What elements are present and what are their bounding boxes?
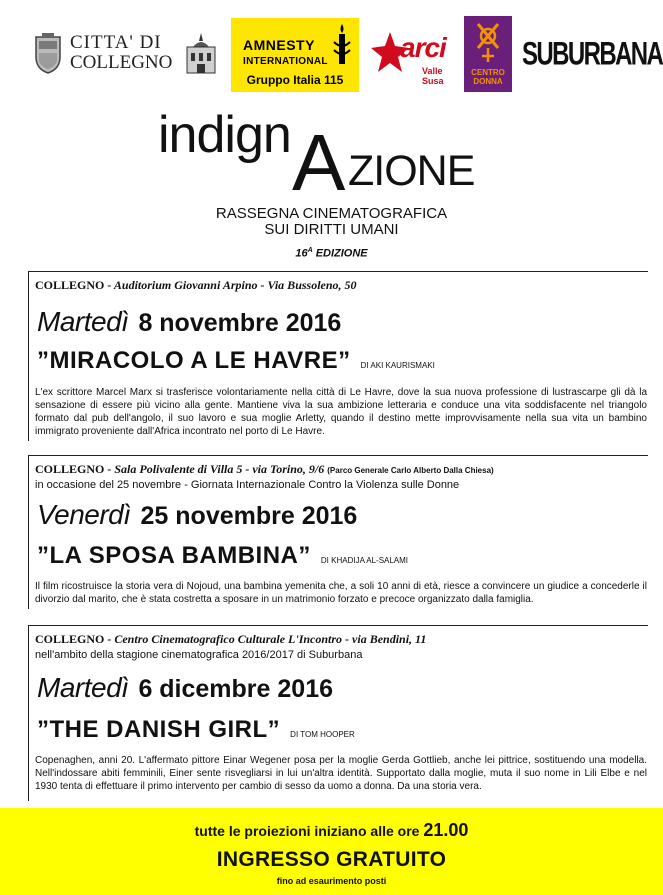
suburbana-logo-text: SUBURBANA: [522, 36, 663, 73]
centro-donna-line1: CENTRO: [471, 68, 505, 77]
title-part-indign: indign: [158, 106, 291, 164]
arci-logo-text: arci: [400, 32, 446, 63]
event-occasion-note: in occasione del 25 novembre - Giornata Internazionale Contro la Violenza sulle Donne: [35, 479, 460, 491]
candle-icon: [333, 24, 351, 66]
start-time-text: tutte le proiezioni iniziano alle ore: [194, 823, 424, 839]
event-weekday: Martedì: [37, 306, 129, 337]
event-city: COLLEGNO: [35, 632, 105, 646]
event-date-text: 8 novembre 2016: [138, 309, 342, 337]
event-date: [37, 306, 341, 338]
event-venue: - Auditorium Giovanni Arpino - Via Bussoleno, 50: [104, 278, 357, 292]
title-part-zione: ZIONE: [348, 147, 475, 195]
footer-banner: [0, 808, 663, 895]
sponsor-logo-bar: [0, 0, 663, 100]
edition-label: [0, 247, 663, 260]
amnesty-international-logo: [231, 18, 359, 92]
centro-donna-line2: DONNA: [473, 77, 503, 86]
edition-superscript: A: [307, 247, 313, 254]
film-description: L'ex scrittore Marcel Marx si trasferisce volontariamente nella città di Le Havre, dove la sua nuova professione di lustrascarpe gli dà la sensazione di essere più vicino alla gente. Mantiene viva la sua ambizione letteraria e conduce una vita soddisfacente nel triangolo formato dal pub dell'angolo, il suo lavoro e sua moglie Arletty, quando il destino mette improvvisamente nella sua vita un bambino immigrato proveniente dall'Africa incontrato nel porto di Le Havre.: [35, 387, 647, 437]
film-title-row: [37, 347, 435, 375]
event-weekday: Venerdì: [37, 499, 131, 530]
start-time-line: [0, 820, 663, 841]
film-title: ”MIRACOLO A LE HAVRE”: [37, 347, 351, 374]
event-venue: - Centro Cinematografico Culturale L'Incontro - via Bendini, 11: [104, 632, 427, 646]
arci-logo-subtext: Valle Susa: [422, 66, 444, 86]
event-city: COLLEGNO: [35, 462, 105, 476]
amnesty-logo-line3: Gruppo Italia 115: [246, 73, 344, 87]
film-director: DI AKI KAURISMAKI: [360, 361, 435, 370]
centro-donna-logo: [464, 16, 512, 92]
subtitle-line1: RASSEGNA CINEMATOGRAFICA: [215, 205, 448, 222]
event-date-text: 6 dicembre 2016: [138, 675, 334, 703]
collegno-logo-line1: CITTA' DI: [70, 32, 162, 53]
film-director: DI TOM HOOPER: [290, 730, 355, 739]
event-season-note: nell'ambito della stagione cinematografica 2016/2017 di Suburbana: [35, 649, 363, 661]
edition-word: EDIZIONE: [312, 247, 368, 260]
film-title: ”LA SPOSA BAMBINA”: [37, 542, 311, 569]
event-venue-park: (Parco Generale Carlo Alberto Dalla Chiesa): [327, 466, 494, 475]
film-director: DI KHADIJA AL-SALAMI: [320, 556, 409, 565]
event-block-3: [28, 625, 648, 801]
seats-limited-note: fino ad esaurimento posti: [276, 876, 387, 886]
amnesty-logo-line1: AMNESTY: [243, 37, 315, 53]
event-city: COLLEGNO: [35, 278, 105, 292]
event-venue: - Sala Polivalente di Villa 5 - via Torino, 9/6: [104, 462, 328, 476]
subtitle-line2: SUI DIRITTI UMANI: [264, 221, 399, 238]
edition-number: 16: [295, 247, 308, 260]
event-location: [35, 278, 357, 293]
suburbana-logo: [522, 30, 663, 76]
title-part-a: A: [292, 118, 346, 207]
collegno-building-icon: [183, 31, 219, 75]
event-date-text: 25 novembre 2016: [140, 502, 358, 530]
event-location: [35, 462, 494, 477]
amnesty-logo-line2: INTERNATIONAL: [243, 56, 328, 67]
start-time-hour: 21.00: [423, 820, 469, 840]
collegno-logo-line2: COLLEGNO: [70, 52, 173, 73]
film-description: Copenaghen, anni 20. L'affermato pittore Einar Wegener posa per la moglie Gerda Gottlieb, anche lei pittrice, sostituendo una modella. Nell'indossare abiti femminili, Einer sente risvegliarsi in lui un'altra identità. Supportato dalla moglie, muta il suo nome in Lili Elbe e nel 1930 tenta di effettuare il primo intervento per cambio di sesso da uomo a donna. Da una storia vera.: [35, 755, 647, 792]
event-block-2: [28, 455, 648, 609]
film-description: Il film ricostruisce la storia vera di Nojoud, una bambina yemenita che, a soli 10 anni di età, riesce a convincere un giudice a concederle il divorzio dal marito, che è stata costretta a sposare in un matrimonio forzato e precoce organizzato dalla famiglia.: [35, 581, 647, 605]
film-title-row: [37, 542, 408, 570]
event-location: [35, 632, 426, 647]
film-title: ”THE DANISH GIRL”: [37, 716, 281, 743]
collegno-crest-icon: [33, 33, 63, 75]
event-date: [37, 499, 357, 531]
event-block-1: [28, 271, 648, 441]
event-date: [37, 672, 333, 704]
centro-donna-symbol-icon: [474, 20, 502, 64]
event-weekday: Martedì: [37, 672, 129, 703]
film-title-row: [37, 716, 355, 744]
arci-valle-susa-logo: [370, 28, 456, 86]
citta-di-collegno-logo: [33, 31, 219, 79]
free-entry-label: INGRESSO GRATUITO: [216, 848, 447, 871]
